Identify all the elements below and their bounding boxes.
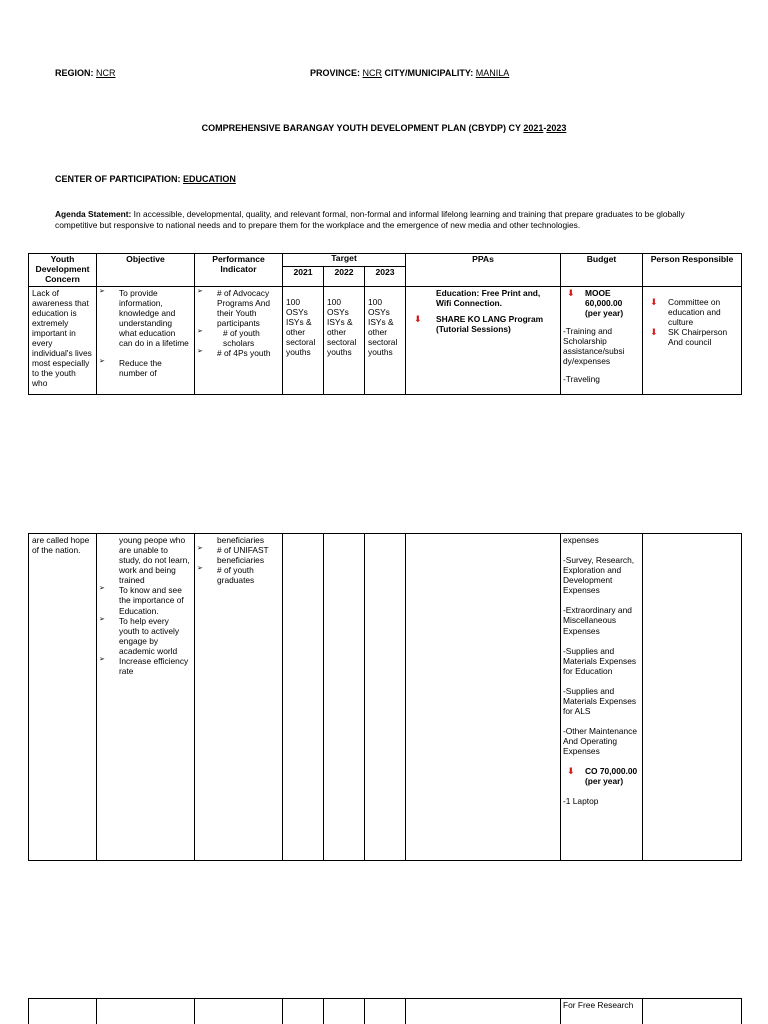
ppas-cell — [406, 286, 561, 394]
header-concern: Youth Development Concern — [29, 254, 97, 287]
concern-cell — [29, 999, 97, 1024]
target-2022-cell — [324, 999, 365, 1024]
person-item — [646, 327, 738, 347]
target-2023-cell — [365, 534, 406, 861]
header-indicator: Performance Indicator — [195, 254, 283, 287]
header-objective: Objective — [97, 254, 195, 287]
list-item: ➢ # of UNIFAST beneficiaries — [195, 545, 279, 565]
target-2023-cell: 100 OSYs ISYs & other sectoral youths — [365, 286, 406, 394]
bullet-arrow-icon: ⬇ — [567, 287, 575, 298]
province-label: PROVINCE: — [310, 68, 361, 78]
table-row — [29, 286, 742, 394]
budget-survey: -Survey, Research, Exploration and Development Expenses — [563, 555, 635, 596]
target-2023-cell — [365, 999, 406, 1024]
header-2023: 2023 — [365, 266, 406, 286]
header-target: Target — [283, 254, 406, 267]
agenda-label: Agenda Statement: — [55, 209, 132, 219]
ppa-text: SHARE KO LANG Program (Tutorial Sessions) — [436, 313, 544, 334]
header-ppas: PPAs — [406, 254, 561, 287]
concern-cell: Lack of awareness that education is extremely important in every individual's lives most especially to the youth who — [29, 286, 97, 394]
person-cell — [643, 534, 742, 861]
bullet-arrow-icon: ⬇ — [650, 296, 658, 307]
list-item: ➢ # of youth scholars — [195, 328, 279, 348]
list-item: ➢ Increase efficiency rate — [97, 656, 191, 676]
budget-supplies-education: -Supplies and Materials Expenses for Education — [563, 645, 637, 676]
target-2021-cell — [283, 534, 324, 861]
budget-cell — [561, 534, 643, 861]
ppas-cell — [406, 999, 561, 1024]
city-label: CITY/MUNICIPALITY: — [384, 68, 474, 78]
budget-extraordinary: -Extraordinary and Miscellaneous Expenses — [563, 605, 632, 636]
center-value: EDUCATION — [183, 174, 236, 184]
objective-cell — [97, 534, 195, 861]
target-2021-cell — [283, 999, 324, 1024]
cbydp-table-page2 — [28, 533, 742, 861]
target-2021-cell: 100 OSYs ISYs & other sectoral youths — [283, 286, 324, 394]
ppa-item — [410, 314, 557, 334]
person-text: SK Chairperson And council — [668, 326, 728, 347]
person-item — [646, 297, 738, 327]
ppa-item: Education: Free Print and, Wifi Connection. — [436, 287, 541, 308]
title-year-end: 2023 — [546, 123, 567, 133]
target-2022-cell — [324, 534, 365, 861]
target-2022-cell: 100 OSYs ISYs & other sectoral youths — [324, 286, 365, 394]
person-text: Committee on education and culture — [668, 296, 721, 327]
bullet-arrow-icon: ⬇ — [567, 766, 575, 777]
budget-co-text: CO 70,000.00 (per year) — [585, 766, 638, 787]
city-value: MANILA — [475, 68, 510, 78]
title-year-start: 2021 — [523, 123, 544, 133]
title-text: COMPREHENSIVE BARANGAY YOUTH DEVELOPMENT PLAN (CBYDP) CY — [201, 123, 521, 133]
budget-laptop: -1 Laptop — [563, 796, 599, 807]
province-city-field — [310, 68, 509, 78]
person-cell — [643, 999, 742, 1024]
list-item: ➢ To know and see the importance of Education. — [97, 585, 191, 615]
person-cell — [643, 286, 742, 394]
budget-training: -Training and Scholarship assistance/subsi dy/expenses — [563, 325, 625, 367]
objective-cell — [97, 999, 195, 1024]
list-item: ➢ # of youth graduates — [195, 565, 279, 585]
indicator-continued: beneficiaries — [217, 535, 265, 545]
objective-cell — [97, 286, 195, 394]
table-row — [29, 999, 742, 1024]
header-2021: 2021 — [283, 266, 324, 286]
concern-cell: are called hope of the nation. — [29, 534, 97, 861]
center-of-participation — [55, 174, 236, 184]
title-dash: - — [543, 123, 547, 133]
budget-mooe-text: MOOE 60,000.00 (per year) — [585, 287, 624, 318]
indicator-cell — [195, 286, 283, 394]
indicator-cell — [195, 534, 283, 861]
bullet-arrow-icon: ⬇ — [414, 313, 422, 324]
cbydp-table-page1 — [28, 253, 742, 395]
region-value: NCR — [96, 68, 116, 78]
budget-mooe — [563, 288, 639, 318]
ppas-cell — [406, 534, 561, 861]
agenda-text: In accessible, developmental, quality, and relevant formal, non-formal and informal lifelong learning and training that prepare graduates to be globally competitive but responsive to national needs and to prepare them for the workplace and the emergence of new media and other technologies. — [55, 209, 685, 230]
bullet-arrow-icon: ⬇ — [650, 326, 658, 337]
budget-supplies-als: -Supplies and Materials Expenses for ALS — [563, 685, 637, 717]
list-item: ➢ # of Advocacy Programs And their Youth participants — [195, 288, 279, 328]
budget-cell: For Free Research — [561, 999, 643, 1024]
objective-continued: young peope who are unable to study, do not learn, work and being trained — [119, 535, 190, 586]
center-label: CENTER OF PARTICIPATION: — [55, 174, 181, 184]
province-value: NCR — [362, 68, 383, 78]
region-field — [55, 68, 116, 78]
list-item: ➢ To help every youth to actively engage by academic world — [97, 616, 191, 656]
indicator-cell — [195, 999, 283, 1024]
cbydp-table-page3 — [28, 998, 742, 1024]
budget-co — [563, 766, 639, 786]
list-item: ➢ # of 4Ps youth — [195, 348, 279, 358]
budget-cell — [561, 286, 643, 394]
header-person: Person Responsible — [643, 254, 742, 287]
list-item: ➢ Reduce the number of — [97, 358, 191, 378]
budget-other-mooe: -Other Maintenance And Operating Expenses — [563, 726, 638, 757]
header-budget: Budget — [561, 254, 643, 287]
page-title — [0, 123, 768, 133]
region-label: REGION: — [55, 68, 94, 78]
header-2022: 2022 — [324, 266, 365, 286]
agenda-statement — [55, 209, 725, 231]
list-item: ➢ To provide information, knowledge and understanding what education can do in a lifetime — [97, 288, 191, 348]
budget-expenses: expenses — [563, 535, 599, 545]
table-row — [29, 534, 742, 861]
budget-traveling: -Traveling — [563, 374, 600, 385]
